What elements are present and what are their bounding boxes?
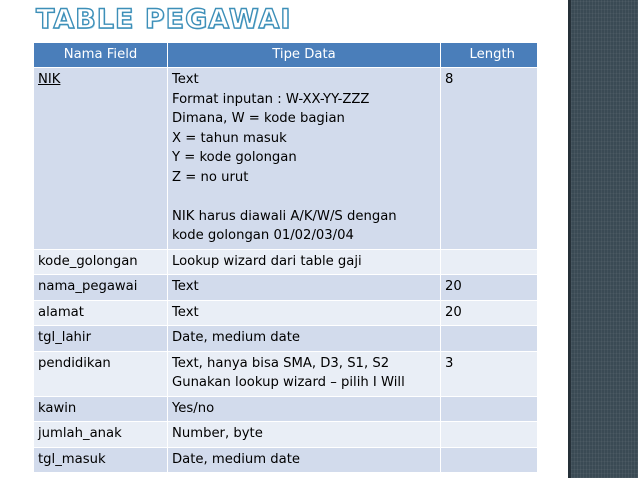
data-type-line: Lookup wizard dari table gaji bbox=[172, 253, 362, 269]
length-cell bbox=[441, 422, 538, 448]
header-data-type: Tipe Data bbox=[168, 43, 441, 68]
length-cell: 8 bbox=[441, 68, 538, 250]
table-row bbox=[34, 300, 538, 326]
data-type-line: Text, hanya bisa SMA, D3, S1, S2 bbox=[172, 355, 390, 371]
header-length: Length bbox=[441, 43, 538, 68]
data-type-line: Text bbox=[172, 304, 199, 320]
data-type-cell bbox=[168, 447, 441, 473]
data-type-line: Text bbox=[172, 72, 199, 87]
field-name-cell: jumlah_anak bbox=[34, 422, 168, 448]
table-row bbox=[34, 275, 538, 301]
data-type-line: Text bbox=[172, 279, 199, 294]
data-type-line: Z = no urut bbox=[172, 169, 249, 185]
length-cell: 20 bbox=[441, 300, 538, 326]
field-name-cell: pendidikan bbox=[34, 351, 168, 396]
field-name-cell: tgl_masuk bbox=[34, 447, 168, 473]
table-row bbox=[34, 326, 538, 352]
data-type-line: Date, medium date bbox=[172, 451, 301, 467]
length-cell bbox=[441, 326, 538, 352]
data-type-line: X = tahun masuk bbox=[172, 130, 287, 146]
length-cell bbox=[441, 447, 538, 473]
table-row bbox=[34, 396, 538, 422]
field-name: NIK bbox=[38, 72, 61, 87]
length-cell bbox=[441, 396, 538, 422]
data-type-cell bbox=[168, 422, 441, 448]
field-name-cell: tgl_lahir bbox=[34, 326, 168, 352]
table-row bbox=[34, 422, 538, 448]
data-type-line: kode golongan 01/02/03/04 bbox=[172, 228, 354, 243]
length-cell: 20 bbox=[441, 275, 538, 301]
length-cell bbox=[441, 249, 538, 275]
field-name-cell: alamat bbox=[34, 300, 168, 326]
data-type-cell bbox=[168, 351, 441, 396]
field-name-cell: kode_golongan bbox=[34, 249, 168, 275]
field-name-cell: kawin bbox=[34, 396, 168, 422]
side-bar-edge bbox=[568, 0, 571, 478]
data-type-line: Date, medium date bbox=[172, 330, 301, 345]
data-type-line: Gunakan lookup wizard – pilih I Will bbox=[172, 375, 405, 390]
data-type-line: Yes/no bbox=[172, 400, 215, 416]
table-row bbox=[34, 68, 538, 250]
data-type-line: Format inputan : W-XX-YY-ZZZ bbox=[172, 91, 370, 107]
data-type-line: Number, byte bbox=[172, 426, 263, 441]
data-type-line: Y = kode golongan bbox=[172, 150, 297, 165]
data-type-cell bbox=[168, 396, 441, 422]
header-field-name: Nama Field bbox=[34, 43, 168, 68]
data-type-line: Dimana, W = kode bagian bbox=[172, 111, 345, 126]
data-type-cell bbox=[168, 326, 441, 352]
table-row bbox=[34, 351, 538, 396]
data-type-cell bbox=[168, 249, 441, 275]
field-name-cell bbox=[34, 68, 168, 250]
table-header-row bbox=[34, 43, 538, 68]
length-cell: 3 bbox=[441, 351, 538, 396]
field-definition-table bbox=[33, 42, 538, 473]
slide-title: TABLE PEGAWAI bbox=[36, 4, 292, 35]
table-row bbox=[34, 447, 538, 473]
blank-line bbox=[172, 187, 436, 207]
table-row bbox=[34, 249, 538, 275]
field-name-cell: nama_pegawai bbox=[34, 275, 168, 301]
data-type-line: NIK harus diawali A/K/W/S dengan bbox=[172, 208, 397, 224]
data-type-cell bbox=[168, 68, 441, 250]
data-type-cell bbox=[168, 275, 441, 301]
data-type-cell bbox=[168, 300, 441, 326]
decorative-side-bar bbox=[568, 0, 638, 478]
